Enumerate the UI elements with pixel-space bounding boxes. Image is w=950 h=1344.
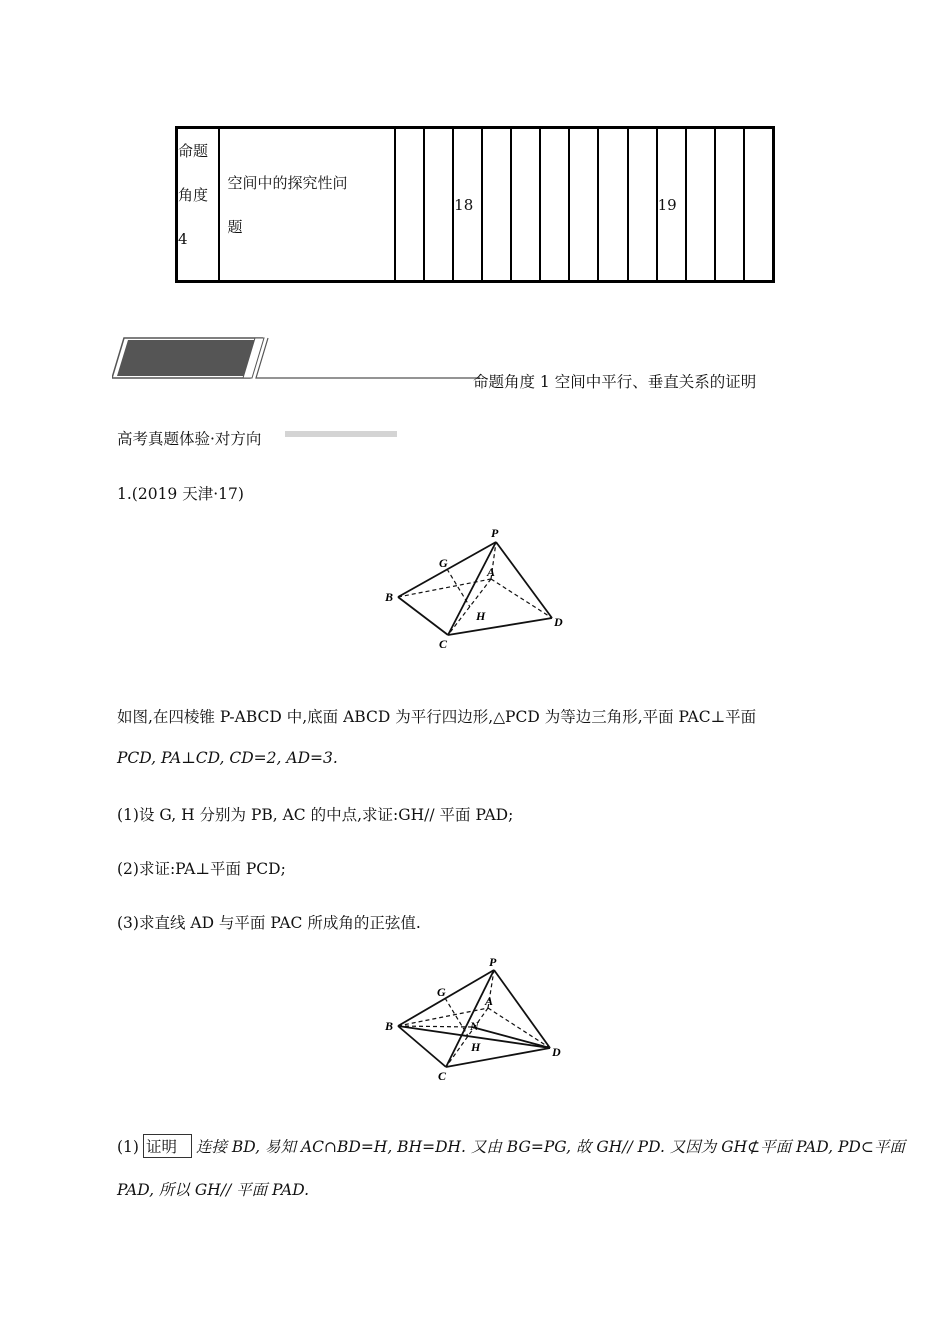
label-C: C (438, 1069, 447, 1083)
label-B: B (385, 590, 394, 604)
solution-prefix: (1) (117, 1138, 139, 1156)
question-3: (3)求直线 AD 与平面 PAC 所成角的正弦值. (117, 914, 421, 932)
section-heading: 命题角度 1 空间中平行、垂直关系的证明 (473, 373, 757, 391)
year-cell (715, 128, 744, 282)
proof-tag: 证明 (143, 1134, 192, 1158)
label-G: G (437, 985, 446, 999)
year-cell: 19 (657, 128, 686, 282)
solution-text-line1: 连接 BD, 易知 AC∩BD=H, BH=DH. 又由 BG=PG, 故 GH// PD. 又因为 GH⊄平面 PAD, PD⊂平面 (195, 1138, 905, 1156)
topic-name-line: 题 (227, 217, 243, 236)
year-cell (744, 128, 774, 282)
year-cell (482, 128, 511, 282)
question-2: (2)求证:PA⊥平面 PCD; (117, 860, 286, 878)
label-N: N (470, 1019, 479, 1033)
year-cell (511, 128, 540, 282)
topic-label-line: 命题 (178, 142, 209, 160)
label-H: H (471, 1040, 481, 1054)
year-cell (569, 128, 598, 282)
label-P: P (489, 955, 497, 969)
problem-stem-line1: 如图,在四棱锥 P-ABCD 中,底面 ABCD 为平行四边形,△PCD 为等边三角形,平面 PAC⊥平面 (117, 708, 757, 726)
subheading-underline-bar (285, 431, 397, 437)
problem-header (117, 482, 244, 504)
year-cell (628, 128, 657, 282)
year-cell (686, 128, 715, 282)
pyramid-figure-2 (380, 952, 580, 1084)
topic-table (175, 126, 775, 283)
label-A: A (485, 994, 494, 1008)
solution-line1 (117, 1134, 905, 1158)
year-cell: 18 (453, 128, 482, 282)
question-1: (1)设 G, H 分别为 PB, AC 的中点,求证:GH// 平面 PAD; (117, 806, 514, 824)
label-H: H (476, 609, 486, 623)
topic-label-cell (177, 128, 219, 282)
label-D: D (552, 1045, 561, 1059)
year-cell (598, 128, 627, 282)
pyramid-figure-1 (380, 522, 580, 652)
subheading: 高考真题体验·对方向 (117, 430, 262, 448)
solution-line2: PAD, 所以 GH// 平面 PAD. (117, 1181, 310, 1199)
label-P: P (491, 526, 499, 540)
topic-name-cell (219, 128, 396, 282)
problem-source: (2019 天津·17) (131, 485, 244, 503)
problem-number: 1. (117, 485, 132, 503)
label-D: D (554, 615, 563, 629)
problem-stem-line2: PCD, PA⊥CD, CD=2, AD=3. (117, 749, 338, 767)
label-G: G (439, 556, 448, 570)
topic-name-line: 空间中的探究性问 (227, 173, 348, 192)
label-C: C (439, 637, 448, 651)
year-cell (395, 128, 424, 282)
label-A: A (487, 565, 496, 579)
topic-label-line: 角度 (178, 186, 209, 204)
year-cell (540, 128, 569, 282)
section-banner-graphic (112, 332, 492, 384)
label-B: B (385, 1019, 394, 1033)
topic-label-line: 4 (178, 230, 188, 248)
year-cell (424, 128, 453, 282)
